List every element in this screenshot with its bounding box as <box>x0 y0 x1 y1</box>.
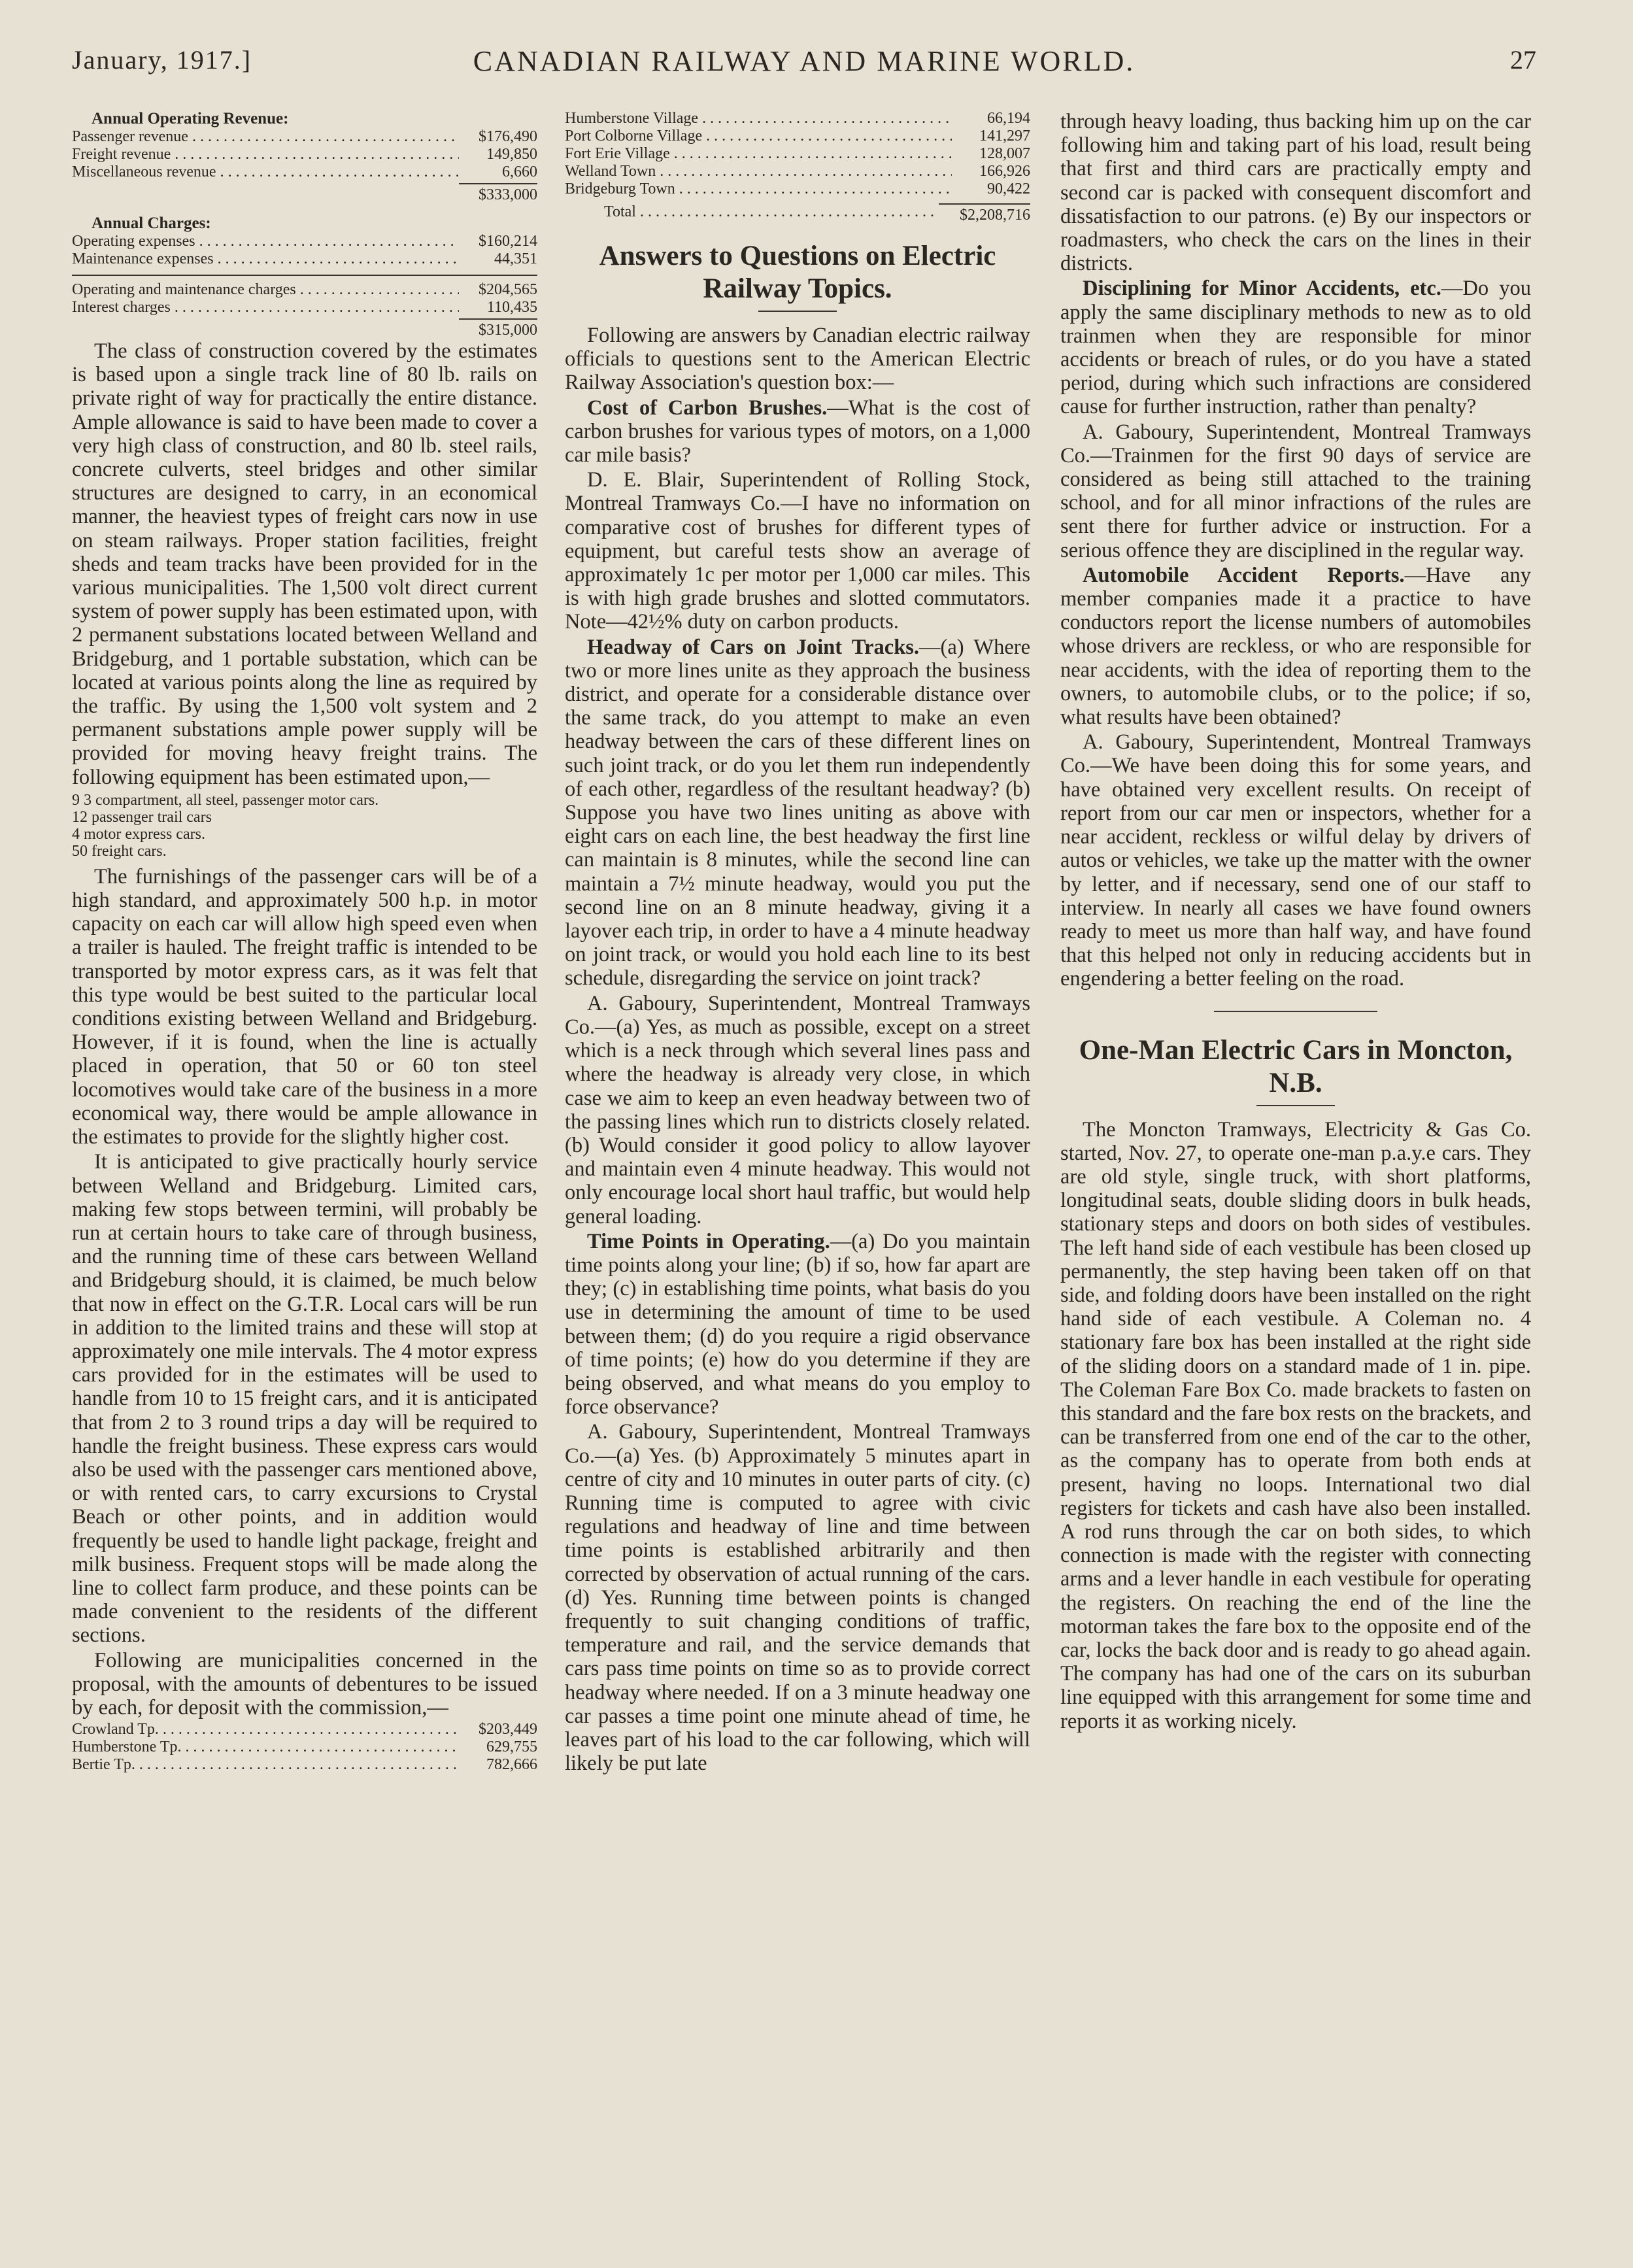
equipment-list <box>72 792 537 860</box>
column-right <box>1060 110 1531 1735</box>
paragraph: It is anticipated to give practically hourly service between Welland and Bridgeburg. Limited cars, making few stops between termini, will probably be run at certain hours to take care of through business, and the running time of these cars between Welland and Bridgeburg should, it is claimed, be much below that now in effect on the G.T.R. Local cars will be run in addition to the limited trains and these will stop at approximately one mile intervals. The 4 motor express cars provided for in the estimates will be used to handle from 10 to 15 freight cars, and it is anticipated that from 2 to 3 round trips a day will be required to handle the freight business. These express cars would also be used with the passenger cars mentioned above, or with rented cars, to carry excursions to Crystal Beach or other points, and in addition would frequently be used to handle light package, freight and milk business. Frequent stops will be made along the line to collect farm produce, and these points can be made convenient to the residents of the different sections. <box>72 1150 537 1648</box>
table-row: Fort Erie Village . . . 128,007 <box>565 145 1030 163</box>
list-item: 12 passenger trail cars <box>72 808 212 826</box>
paragraph: The furnishings of the passenger cars will be of a high standard, and approximately 500 h.p. in motor capacity on each car will allow high speed even when a trailer is hauled. The freight traffic is intended to be transported by motor express cars, as it was felt that this type would be best suited to the particular local conditions existing between Welland and Bridgeburg. However, if it is found, when the line is actually placed in operation, that 50 or 60 ton steel locomotives would take care of the business in a more economical way, there would be ample allowance in the estimates to provide for the slightly higher cost. <box>72 864 537 1149</box>
table-row: Crowland Tp. . . . $203,449 <box>72 1721 537 1738</box>
table-row: Bertie Tp. . . . 782,666 <box>72 1756 537 1774</box>
table-row: Humberstone Tp. . . . 629,755 <box>72 1738 537 1756</box>
list-item: 4 motor express cars. <box>72 825 205 843</box>
table-row: Interest charges . . . 110,435 <box>72 299 537 316</box>
answer-paragraph: A. Gaboury, Superintendent, Montreal Tramways Co.—(a) Yes. (b) Approximately 5 minutes apart in centre of city and 10 minutes in outer parts of city. (c) Running time is computed to agree with civic regulations and headway of line and time between time points is established arbitrarily and then corrected by observation of actual running of the cars. (d) Yes. Running time between points is changed frequently to suit changing conditions of traffic, temperature and rail, and the service demands that cars pass time points on time so as to provide correct headway where needed. If on a 3 minute headway one car passes a time point one minute ahead of time, he leaves part of his load to the car following, which will likely be put late <box>565 1420 1030 1776</box>
section-divider <box>1214 1011 1377 1012</box>
question-paragraph: Headway of Cars on Joint Tracks.—(a) Where two or more lines unite as they approach the business district, and operate for a considerable distance over the same track, do you attempt to make an even headway between the cars of these different lines on such joint track, or do you let them run independently of each other, regardless of the resultant headway? (b) Suppose you have two lines uniting as above with eight cars on each line, the best headway the first line can maintain is 8 minutes, while the second line can maintain a 7½ minute headway, would you put the second line on an 8 minute headway, giving it a layover each trip, in order to have a 4 minute headway on joint track, or would you hold each line to its best schedule, disregarding the service on joint track? <box>565 635 1030 990</box>
table-row: Maintenance expenses . . . 44,351 <box>72 250 537 268</box>
charges-title: Annual Charges: <box>92 214 211 232</box>
column-left <box>72 110 537 1774</box>
table-row: Passenger revenue . . . $176,490 <box>72 128 537 146</box>
answer-paragraph: A. Gaboury, Superintendent, Montreal Tramways Co.—Trainmen for the first 90 days of service are considered as being still attached to the training school, and for all minor infractions of the rules are sent there for further advice or instruction. For a serious offence they are disciplined in the regular way. <box>1060 420 1531 562</box>
issue-date: January, 1917.] <box>72 45 252 75</box>
question-paragraph: Cost of Carbon Brushes.—What is the cost of carbon brushes for various types of motors, on a 1,000 car mile basis? <box>565 396 1030 467</box>
page-header <box>72 44 1536 84</box>
table-row: Welland Town . . . 166,926 <box>565 163 1030 180</box>
title-rule <box>1256 1105 1335 1106</box>
list-item: 50 freight cars. <box>72 842 167 860</box>
answer-paragraph: A. Gaboury, Superintendent, Montreal Tramways Co.—We have been doing this for some years, and have obtained very excellent results. On receipt of report from our car men or inspectors, whether for a near accident, reckless or wilful delay by drivers of autos or vehicles, we take up the matter with the owner by letter, and if necessary, send one of our staff to interview. In nearly all cases we have found owners ready to meet us more than half way, and have found that this helped not only in reducing accidents but in engendering a better feeling on the road. <box>1060 730 1531 991</box>
page-number: 27 <box>1510 45 1536 75</box>
table-row: Port Colborne Village . . . 141,297 <box>565 127 1030 145</box>
table-row: Operating expenses . . . $160,214 <box>72 233 537 250</box>
article-title: Answers to Questions on Electric Railway Topics. <box>599 241 996 304</box>
paragraph: Following are municipalities concerned in the proposal, with the amounts of debentures to be issued by each, for deposit with the commission,— <box>72 1648 537 1719</box>
question-paragraph: Disciplining for Minor Accidents, etc.—Do you apply the same disciplinary methods to new as to old trainmen when they are responsible for minor accidents or breach of rules, or do you have a stated period, during which such infractions are considered cause for further instruction, rather than penalty? <box>1060 277 1531 419</box>
title-rule <box>758 311 837 312</box>
article-title: One-Man Electric Cars in Moncton, N.B. <box>1079 1034 1513 1098</box>
paragraph: The Moncton Tramways, Electricity & Gas Co. started, Nov. 27, to operate one-man p.a.y.e cars. They are old style, single truck, with short platforms, longitudinal seats, double sliding doors in bulk heads, stationary steps and doors on both sides of vestibules. The left hand side of each vestibule has been closed up permanently, the step having been taken off on that side, and folding doors have been installed on the right hand side of each vestibule. A Coleman no. 4 stationary fare box has been installed at the right side of the sliding doors on a standard made of 1 in. pipe. The Coleman Fare Box Co. made brackets to fasten on this standard and the fare box rests on the brackets, and can be transferred from one end of the car to the other, as the company has to operate from both ends at present, having no loops. International two dial registers for tickets and cash have also been installed. A rod runs through the car on both sides, to which connection is made with the register with connecting arms and a lever handle in each vestibule for operating the registers. On reaching the end of the line the motorman takes the fare box to the opposite end of the car, locks the back door and is ready to go ahead again. The company has had one of the cars on its suburban line equipped with this arrangement for some time and reports it as working nicely. <box>1060 1117 1531 1733</box>
publication-title: CANADIAN RAILWAY AND MARINE WORLD. <box>473 45 1136 77</box>
answer-paragraph: A. Gaboury, Superintendent, Montreal Tramways Co.—(a) Yes, as much as possible, except on a street which is a neck through which several lines pass and where the headway is already very close, in which case we aim to keep an even headway between two of the passing lines which run to districts closely related. (b) Would consider it good policy to allow layover and maintain even 4 minute headway. This would not only encourage local short haul traffic, but would help general loading. <box>565 991 1030 1228</box>
paragraph: The class of construction covered by the estimates is based upon a single track line of 80 lb. rails on private right of way for practically the entire distance. Ample allowance is said to have been made to cover a very high class of construction, and 80 lb. steel rails, concrete culverts, steel bridges and other similar structures are designed to carry, in an economical manner, the heaviest types of freight cars now in use on steam railways. Proper station facilities, freight sheds and team tracks have been provided for in the various municipalities. The 1,500 volt direct current system of power supply has been estimated upon, with 2 permanent substations located between Welland and Bridgeburg, and 1 portable substation, which can be located at various points along the line as required by the traffic. By using the 1,500 volt system and 2 permanent substations ample power supply will be provided for moving heavy freight trains. The following equipment has been estimated upon,— <box>72 339 537 789</box>
revenue-title: Annual Operating Revenue: <box>92 110 289 127</box>
revenue-total-row: $333,000 <box>72 181 537 204</box>
table-row: Freight revenue . . . 149,850 <box>72 146 537 163</box>
question-paragraph: Automobile Accident Reports.—Have any member companies made it a practice to have conductors report the license numbers of automobiles whose drivers are reckless, or who are responsible for near accidents, with the idea of reporting them to the owners, to automobile clubs, or to the police; if so, what results have been obtained? <box>1060 563 1531 730</box>
charges-total-row: $315,000 <box>72 316 537 339</box>
column-middle <box>565 110 1030 1776</box>
question-paragraph: Time Points in Operating.—(a) Do you maintain time points along your line; (b) if so, how far apart are they; (c) in establishing time points, what basis do you use in determining the amount of time to be used between them; (d) do you require a rigid observance of time points; (e) how do you determine if they are being observed, and what means do you employ to force observance? <box>565 1229 1031 1419</box>
total-row: Total . . . $2,208,716 <box>565 203 1030 224</box>
table-row: Miscellaneous revenue . . . 6,660 <box>72 163 537 181</box>
answer-paragraph: D. E. Blair, Superintendent of Rolling Stock, Montreal Tramways Co.—I have no information on comparative cost of brushes for different types of equipment, but careful tests show an average of approximately 1c per motor per 1,000 car miles. This is with high grade brushes and slotted commutators. Note—42½% duty on carbon products. <box>565 468 1030 634</box>
table-row: Bridgeburg Town . . . 90,422 <box>565 180 1030 198</box>
table-row: Humberstone Village . . . 66,194 <box>565 110 1030 127</box>
list-item: 9 3 compartment, all steel, passenger motor cars. <box>72 791 379 809</box>
paragraph: through heavy loading, thus backing him up on the car following him and taking part of his load, result being that first and third cars are practically empty and second car is packed with consequent discomfort and dissatisfaction to our patrons. (e) By our inspectors or roadmasters, who check the cars on the lines in their districts. <box>1060 110 1531 276</box>
table-row: Operating and maintenance charges . . . $204,565 <box>72 281 537 299</box>
paragraph: Following are answers by Canadian electric railway officials to questions sent to the American Electric Railway Association's question box:— <box>565 324 1030 395</box>
